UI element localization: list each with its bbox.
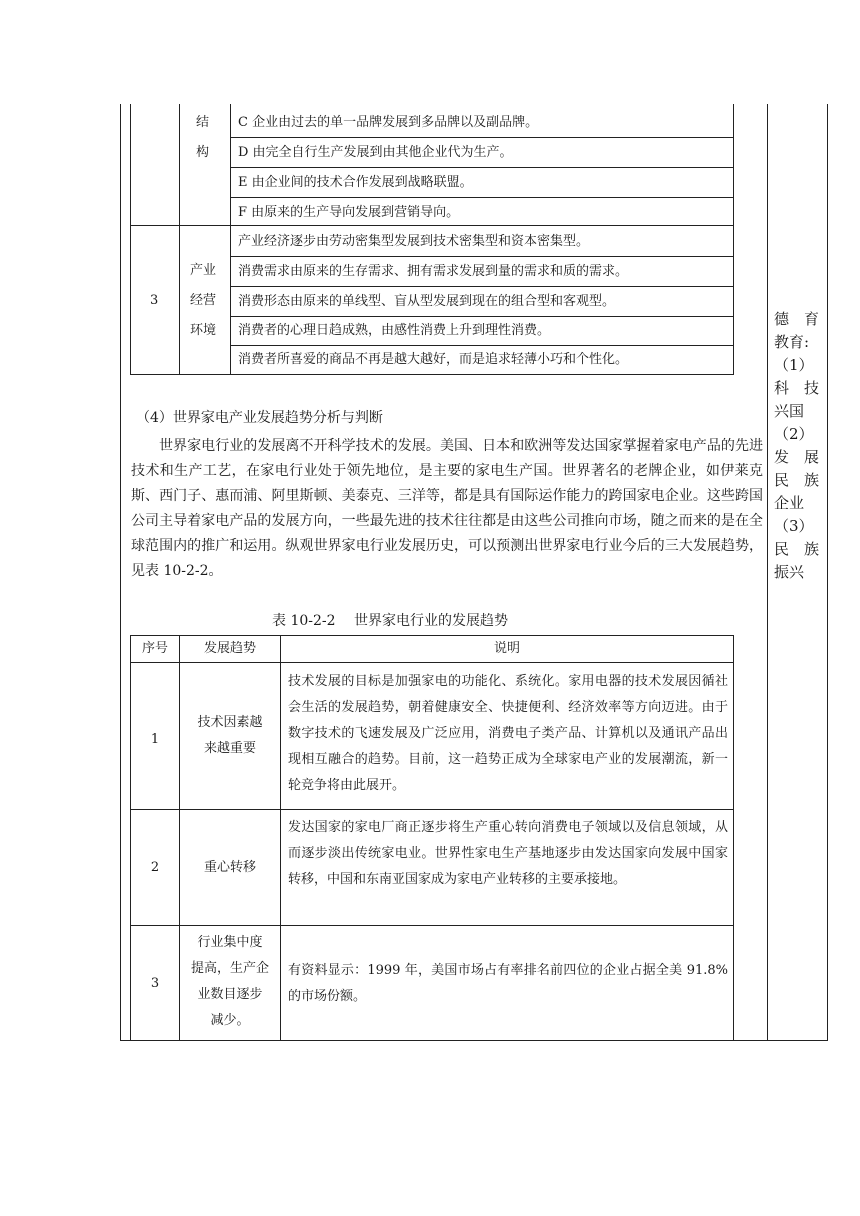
env-item: 消费形态由原来的单线型、盲从型发展到现在的组合型和客观型。	[238, 294, 616, 309]
moral-education-line: （2）	[774, 425, 814, 443]
top-table-col-line	[230, 104, 231, 374]
trend-table-caption: 表 10-2-2 世界家电行业的发展趋势	[272, 613, 508, 629]
env-item: 消费者的心理日趋成熟，由感性消费上升到理性消费。	[238, 323, 551, 338]
env-category-line: 环境	[190, 323, 217, 338]
trend-row-number: 3	[150, 976, 160, 991]
section-paragraph: 世界家电行业的发展离不开科学技术的发展。美国、日本和欧洲等发达国家掌握着家电产品的先进技术和生产工艺，在家电行业处于领先地位，是主要的家电生产国。世界著名的老牌企业，如伊莱克斯、西门子、惠而浦、阿里斯顿、美泰克、三洋等，都是具有国际运作能力的跨国家电企业。这些跨国公司主导着家电产品的发展方向，一些最先进的技术往往都是由这些公司推向市场，随之而来的是在全球范围内的推广和运用。纵观世界家电行业发展历史，可以预测出世界家电行业今后的三大发展趋势，见表 10-2-2。	[131, 438, 763, 579]
trend-row-trend-line: 重心转移	[203, 860, 256, 875]
env-category-line: 产业	[190, 263, 217, 278]
trend-row-number: 2	[150, 860, 160, 875]
frame-bottom-border	[120, 1040, 828, 1041]
moral-education-line: 德 育	[774, 310, 820, 328]
section-heading: （4）世界家电产业发展趋势分析与判断	[136, 410, 383, 426]
moral-education-line: 教育:	[774, 333, 810, 351]
env-item: 消费需求由原来的生存需求、拥有需求发展到量的需求和质的需求。	[238, 264, 629, 279]
env-row-number: 3	[150, 293, 159, 308]
structure-item: C 企业由过去的单一品牌发展到多品牌以及副品牌。	[238, 115, 539, 130]
top-table-row-line	[130, 225, 734, 226]
top-table-col-line	[179, 104, 180, 374]
trend-header-number: 序号	[141, 641, 168, 656]
moral-education-line: 兴国	[774, 402, 805, 420]
top-table-row-line	[230, 286, 734, 287]
moral-education-line: 振兴	[774, 563, 805, 581]
trend-table-row-line	[130, 662, 734, 663]
trend-table-row-line	[130, 809, 734, 810]
moral-education-line: 民 族	[774, 540, 820, 558]
top-table-row-line	[130, 374, 734, 375]
trend-row-trend-line: 减少。	[210, 1013, 250, 1028]
trend-table-border	[733, 635, 734, 1040]
top-table-row-line	[230, 167, 734, 168]
moral-education-line: 发 展	[774, 448, 820, 466]
trend-row-trend	[180, 855, 280, 881]
structure-category-char: 结	[196, 115, 210, 130]
structure-category-char: 构	[196, 145, 210, 160]
trend-row-trend-line: 提高，生产企	[190, 961, 269, 976]
env-category-line: 经营	[190, 293, 217, 308]
trend-row-trend	[180, 930, 280, 1034]
top-table-col-line	[733, 104, 734, 374]
env-item: 产业经济逐步由劳动密集型发展到技术密集型和资本密集型。	[238, 234, 590, 249]
trend-row-description: 有资料显示：1999 年，美国市场占有率排名前四位的企业占据全美 91.8%的市场份额。	[288, 963, 728, 1004]
top-table-row-line	[230, 137, 734, 138]
moral-education-column	[774, 308, 824, 584]
top-table	[0, 0, 860, 380]
env-item: 消费者所喜爱的商品不再是越大越好，而是追求轻薄小巧和个性化。	[238, 352, 629, 367]
top-table-row-line	[230, 316, 734, 317]
trend-row-description: 技术发展的目标是加强家电的功能化、系统化。家用电器的技术发展因循社会生活的发展趋势，朝着健康安全、快捷便利、经济效率等方向迈进。由于数字技术的飞速发展及广泛应用，消费电子类产品、计算机以及通讯产品出现相互融合的趋势。目前，这一趋势正成为全球家电产业的发展潮流，新一轮竞争将由此展开。	[288, 674, 728, 793]
moral-education-line: （3）	[774, 517, 814, 535]
trend-row-trend	[180, 710, 280, 762]
top-table-row-line	[230, 197, 734, 198]
moral-education-line: 企业	[774, 494, 805, 512]
trend-header-description: 说明	[493, 641, 520, 656]
structure-item: D 由完全自行生产发展到由其他企业代为生产。	[238, 145, 513, 160]
trend-row-trend-line: 来越重要	[203, 741, 256, 756]
trend-row-trend-line: 业数目逐步	[197, 987, 263, 1002]
trend-header-trend: 发展趋势	[203, 641, 256, 656]
trend-row-trend-line: 行业集中度	[197, 935, 263, 950]
trend-table-col-line	[280, 635, 281, 1040]
moral-education-line: （1）	[774, 356, 814, 374]
moral-education-line: 民 族	[774, 471, 820, 489]
structure-item: F 由原来的生产导向发展到营销导向。	[238, 205, 460, 220]
structure-item: E 由企业间的技术合作发展到战略联盟。	[238, 175, 473, 190]
trend-row-number: 1	[150, 732, 160, 747]
trend-row-trend-line: 技术因素越	[197, 715, 263, 730]
top-table-row-line	[230, 345, 734, 346]
trend-table-row-line	[130, 925, 734, 926]
trend-row-description: 发达国家的家电厂商正逐步将生产重心转向消费电子领域以及信息领域，从而逐步淡出传统家电业。世界性家电生产基地逐步由发达国家向发展中国家转移，中国和东南亚国家成为家电产业转移的主要承接地。	[288, 820, 728, 887]
moral-education-line: 科 技	[774, 379, 820, 397]
top-table-row-line	[230, 256, 734, 257]
